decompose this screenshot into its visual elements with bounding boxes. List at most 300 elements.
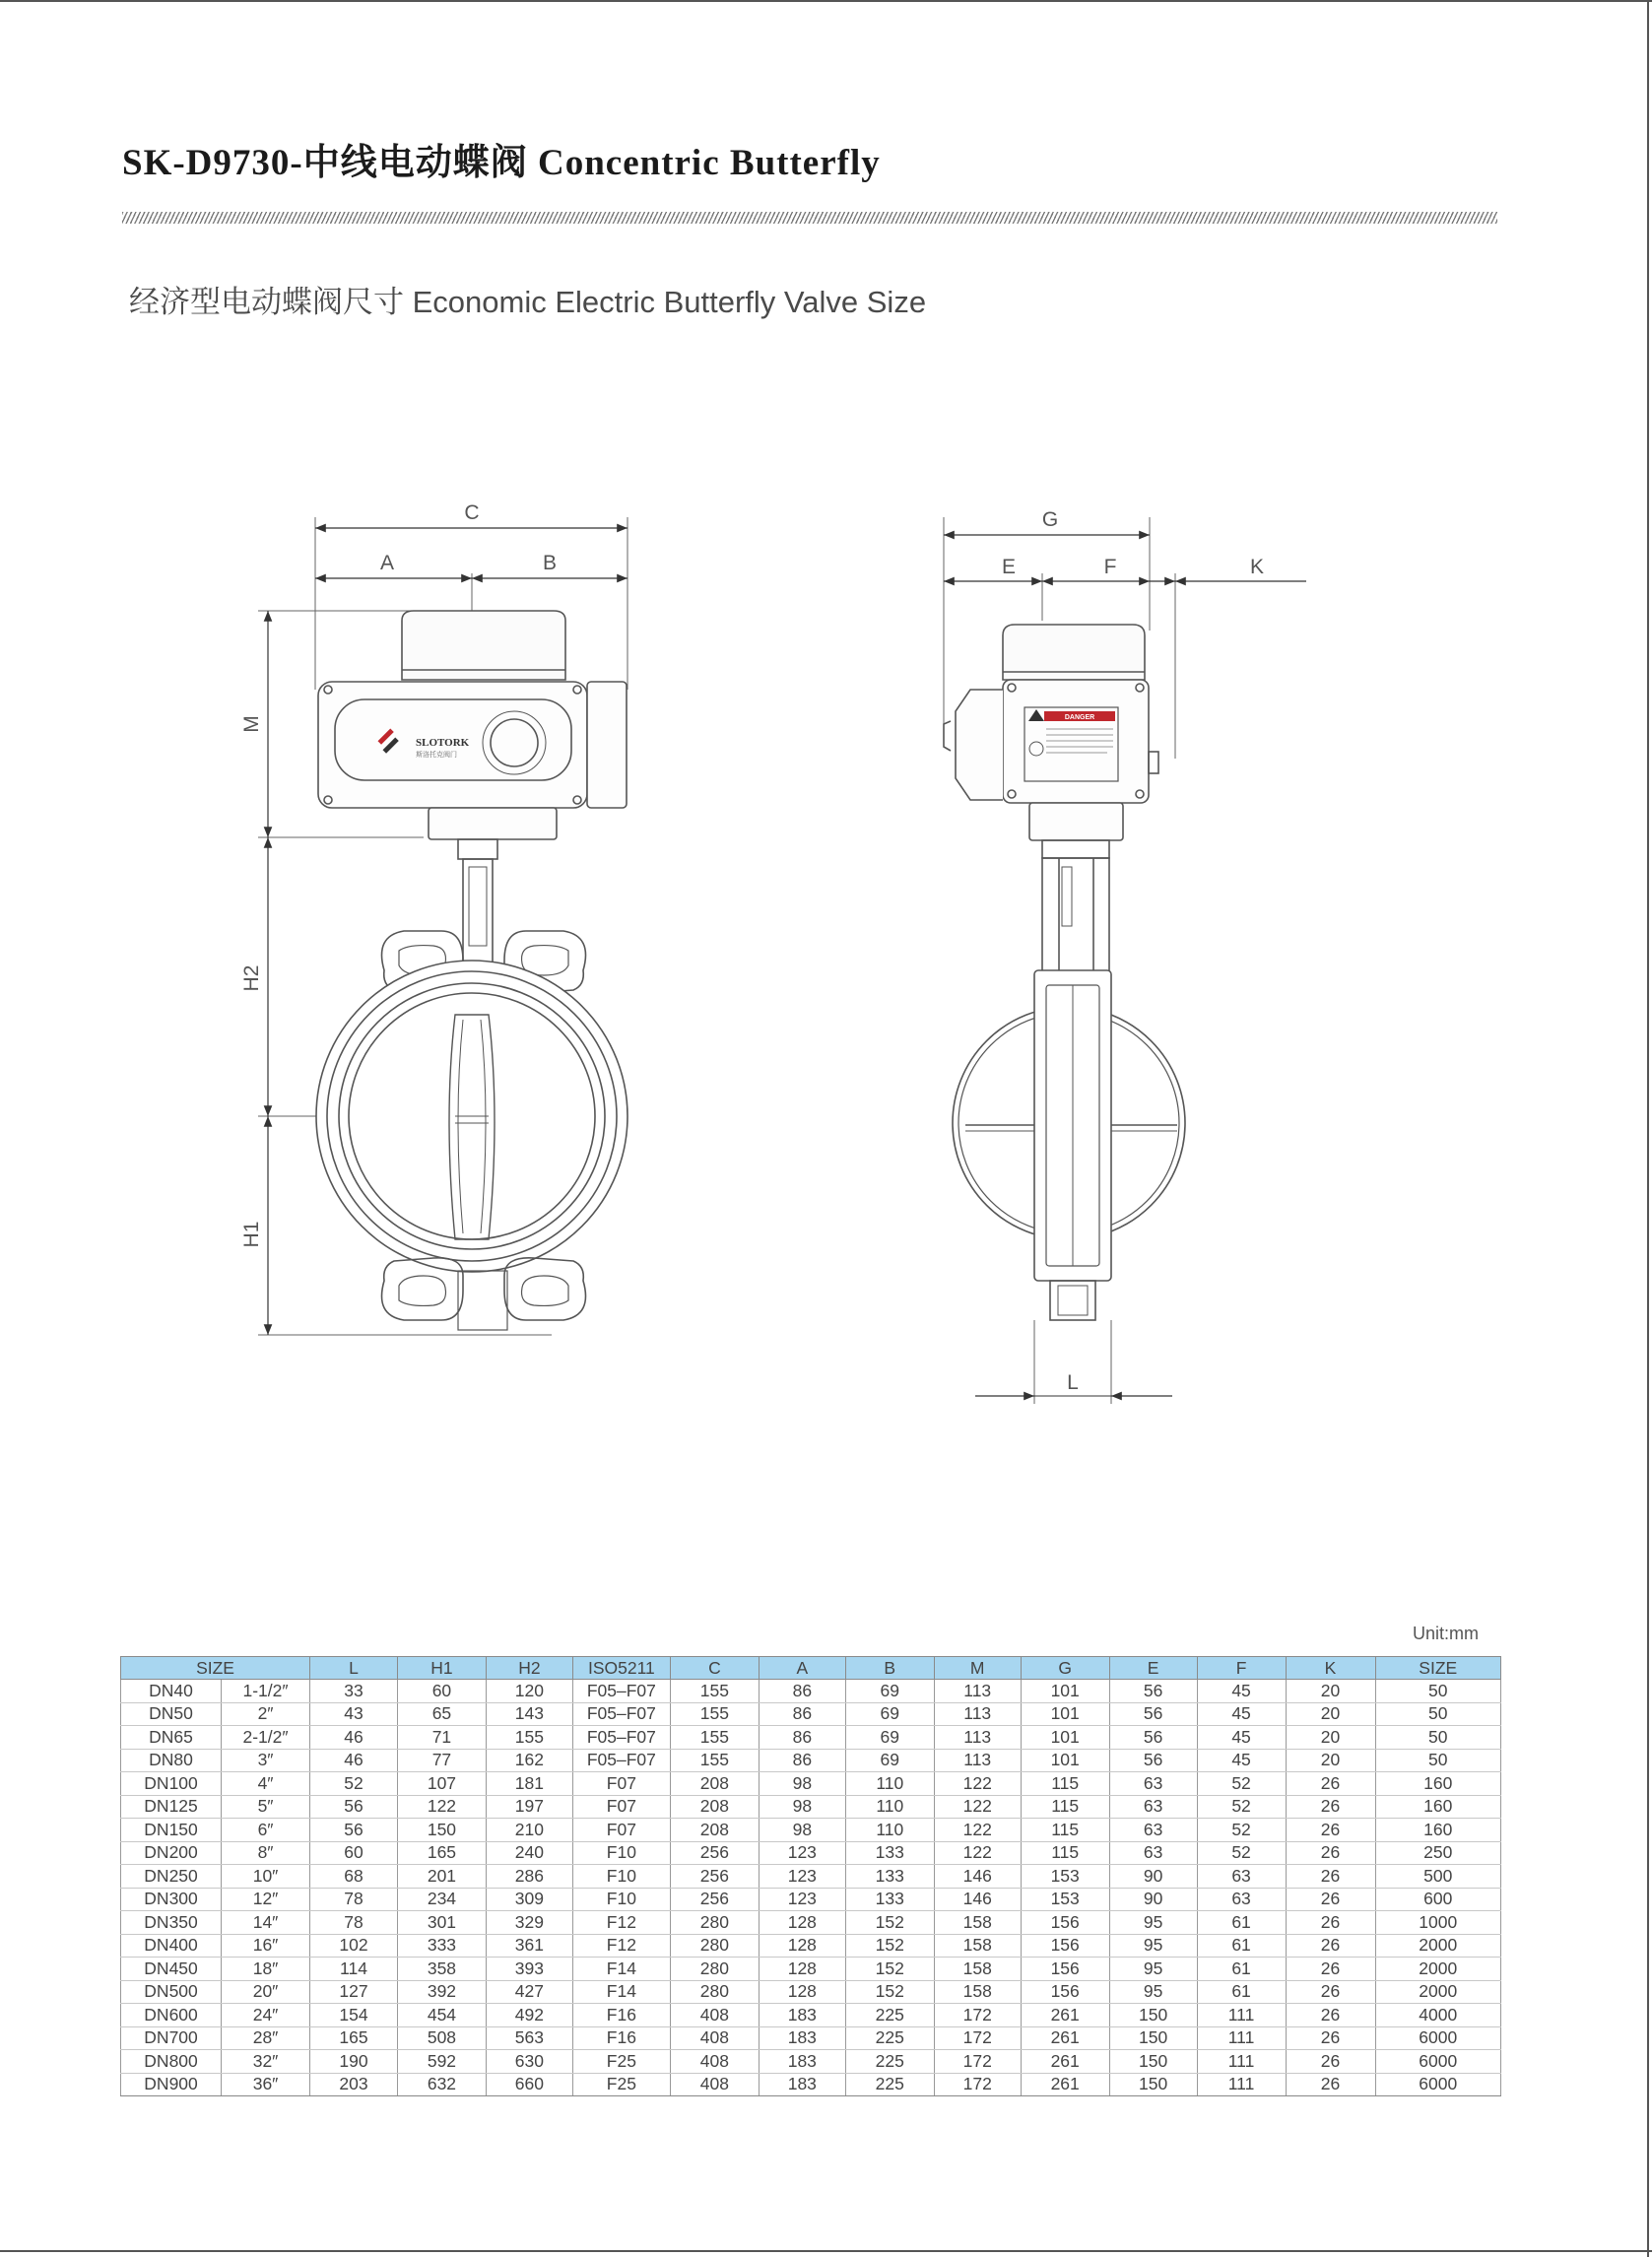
table-body <box>121 1680 1501 2096</box>
table-cell: 592 <box>397 2050 486 2074</box>
table-cell: 32″ <box>222 2050 310 2074</box>
table-cell: 183 <box>759 2073 845 2096</box>
header-l: L <box>310 1657 398 1680</box>
table-cell: 26 <box>1286 1888 1375 1911</box>
table-cell: 111 <box>1197 2026 1286 2050</box>
table-cell: 86 <box>759 1680 845 1703</box>
table-cell: 115 <box>1021 1772 1109 1796</box>
table-cell: 50 <box>1375 1749 1501 1772</box>
table-cell: 153 <box>1021 1865 1109 1889</box>
table-cell: 225 <box>845 2073 934 2096</box>
table-cell: 101 <box>1021 1702 1109 1726</box>
table-cell: 90 <box>1109 1865 1197 1889</box>
table-cell: 150 <box>1109 2050 1197 2074</box>
table-cell: 20 <box>1286 1680 1375 1703</box>
table-cell: 115 <box>1021 1819 1109 1842</box>
table-cell: 26 <box>1286 1772 1375 1796</box>
table-cell: 261 <box>1021 2026 1109 2050</box>
table-cell: 14″ <box>222 1911 310 1935</box>
table-row <box>121 1888 1501 1911</box>
page-border-bottom <box>0 2250 1652 2252</box>
table-cell: 18″ <box>222 1958 310 1981</box>
table-cell: 155 <box>670 1680 759 1703</box>
header-h2: H2 <box>486 1657 572 1680</box>
table-cell: 208 <box>670 1795 759 1819</box>
table-cell: 95 <box>1109 1911 1197 1935</box>
table-cell: 197 <box>486 1795 572 1819</box>
table-cell: 95 <box>1109 1958 1197 1981</box>
unit-label: Unit:mm <box>1413 1624 1479 1643</box>
table-row <box>121 1772 1501 1796</box>
table-cell: 26 <box>1286 1911 1375 1935</box>
table-cell: 500 <box>1375 1865 1501 1889</box>
table-cell: 133 <box>845 1888 934 1911</box>
table-cell: 208 <box>670 1772 759 1796</box>
table-cell: 56 <box>310 1819 398 1842</box>
section-subtitle: 经济型电动蝶阀尺寸 Economic Electric Butterfly Valve Size <box>129 285 927 319</box>
table-cell: 172 <box>934 2004 1021 2027</box>
table-cell: 16″ <box>222 1934 310 1958</box>
table-cell: DN150 <box>121 1819 222 1842</box>
table-cell: 256 <box>670 1888 759 1911</box>
table-cell: 261 <box>1021 2050 1109 2074</box>
table-cell: 45 <box>1197 1702 1286 1726</box>
table-cell: F12 <box>572 1911 670 1935</box>
table-cell: 150 <box>1109 2073 1197 2096</box>
header-f: F <box>1197 1657 1286 1680</box>
table-cell: 45 <box>1197 1726 1286 1750</box>
table-cell: 454 <box>397 2004 486 2027</box>
table-cell: 563 <box>486 2026 572 2050</box>
table-row <box>121 1702 1501 1726</box>
table-cell: F05–F07 <box>572 1680 670 1703</box>
table-cell: 123 <box>759 1865 845 1889</box>
table-cell: 155 <box>670 1749 759 1772</box>
table-cell: 111 <box>1197 2004 1286 2027</box>
table-row <box>121 1726 1501 1750</box>
table-cell: 52 <box>1197 1772 1286 1796</box>
table-cell: DN700 <box>121 2026 222 2050</box>
table-cell: 43 <box>310 1702 398 1726</box>
table-cell: 20″ <box>222 1980 310 2004</box>
table-cell: 408 <box>670 2050 759 2074</box>
dim-k-label: K <box>1249 556 1265 578</box>
table-cell: 78 <box>310 1888 398 1911</box>
table-row <box>121 2004 1501 2027</box>
table-cell: 86 <box>759 1702 845 1726</box>
table-cell: 122 <box>934 1841 1021 1865</box>
table-cell: 208 <box>670 1819 759 1842</box>
table-cell: F12 <box>572 1934 670 1958</box>
table-cell: 280 <box>670 1934 759 1958</box>
table-cell: 52 <box>310 1772 398 1796</box>
dim-f-label: F <box>1103 556 1117 578</box>
table-cell: 6000 <box>1375 2073 1501 2096</box>
table-cell: 95 <box>1109 1934 1197 1958</box>
table-cell: 152 <box>845 1958 934 1981</box>
table-cell: 210 <box>486 1819 572 1842</box>
table-cell: 2000 <box>1375 1934 1501 1958</box>
brand-logo: SLOTORK <box>416 737 470 749</box>
table-cell: 6″ <box>222 1819 310 1842</box>
table-cell: 63 <box>1197 1888 1286 1911</box>
table-row <box>121 1795 1501 1819</box>
table-cell: 60 <box>397 1680 486 1703</box>
table-cell: 150 <box>1109 2026 1197 2050</box>
table-cell: 150 <box>397 1819 486 1842</box>
table-cell: 225 <box>845 2026 934 2050</box>
table-cell: 63 <box>1109 1795 1197 1819</box>
table-row <box>121 1980 1501 2004</box>
table-cell: 63 <box>1109 1819 1197 1842</box>
table-cell: 63 <box>1197 1865 1286 1889</box>
table-cell: 111 <box>1197 2073 1286 2096</box>
table-cell: DN80 <box>121 1749 222 1772</box>
table-cell: 201 <box>397 1865 486 1889</box>
table-cell: 280 <box>670 1911 759 1935</box>
table-cell: 150 <box>1109 2004 1197 2027</box>
table-cell: 113 <box>934 1702 1021 1726</box>
table-cell: 128 <box>759 1934 845 1958</box>
table-cell: 86 <box>759 1726 845 1750</box>
table-cell: 152 <box>845 1911 934 1935</box>
table-cell: 329 <box>486 1911 572 1935</box>
table-cell: 46 <box>310 1749 398 1772</box>
header-c: C <box>670 1657 759 1680</box>
table-cell: DN50 <box>121 1702 222 1726</box>
table-cell: 20 <box>1286 1702 1375 1726</box>
table-cell: 71 <box>397 1726 486 1750</box>
table-cell: 36″ <box>222 2073 310 2096</box>
table-cell: 101 <box>1021 1749 1109 1772</box>
table-cell: 128 <box>759 1980 845 2004</box>
table-cell: 52 <box>1197 1819 1286 1842</box>
dim-h1-label: H1 <box>240 1221 263 1248</box>
table-cell: 52 <box>1197 1841 1286 1865</box>
table-cell: DN450 <box>121 1958 222 1981</box>
table-cell: 508 <box>397 2026 486 2050</box>
table-cell: 4″ <box>222 1772 310 1796</box>
table-cell: 156 <box>1021 1958 1109 1981</box>
table-cell: 101 <box>1021 1726 1109 1750</box>
table-cell: 158 <box>934 1958 1021 1981</box>
table-cell: 408 <box>670 2026 759 2050</box>
table-cell: 69 <box>845 1680 934 1703</box>
table-cell: 26 <box>1286 1980 1375 2004</box>
table-cell: 240 <box>486 1841 572 1865</box>
table-cell: 183 <box>759 2004 845 2027</box>
table-cell: 8″ <box>222 1841 310 1865</box>
table-cell: 3″ <box>222 1749 310 1772</box>
table-cell: 110 <box>845 1819 934 1842</box>
table-cell: 5″ <box>222 1795 310 1819</box>
table-cell: F07 <box>572 1795 670 1819</box>
table-cell: 33 <box>310 1680 398 1703</box>
table-row <box>121 2050 1501 2074</box>
table-cell: 333 <box>397 1934 486 1958</box>
table-cell: 60 <box>310 1841 398 1865</box>
table-cell: 1-1/2″ <box>222 1680 310 1703</box>
table-cell: 122 <box>934 1819 1021 1842</box>
dim-e-label: E <box>1001 556 1017 578</box>
table-cell: 52 <box>1197 1795 1286 1819</box>
table-cell: 158 <box>934 1911 1021 1935</box>
table-row <box>121 1819 1501 1842</box>
table-cell: 26 <box>1286 1819 1375 1842</box>
table-cell: 361 <box>486 1934 572 1958</box>
page-title: SK-D9730-中线电动蝶阀 Concentric Butterfly <box>122 143 881 183</box>
table-row <box>121 2026 1501 2050</box>
table-cell: 183 <box>759 2050 845 2074</box>
table-cell: 45 <box>1197 1680 1286 1703</box>
table-cell: 162 <box>486 1749 572 1772</box>
table-cell: F25 <box>572 2073 670 2096</box>
table-cell: 98 <box>759 1795 845 1819</box>
table-cell: 86 <box>759 1749 845 1772</box>
dim-g-label: G <box>1041 508 1059 531</box>
table-cell: 172 <box>934 2026 1021 2050</box>
table-header-row <box>121 1657 1501 1680</box>
table-cell: 114 <box>310 1958 398 1981</box>
table-cell: 146 <box>934 1888 1021 1911</box>
table-row <box>121 1958 1501 1981</box>
table-cell: 156 <box>1021 1980 1109 2004</box>
table-cell: F10 <box>572 1865 670 1889</box>
table-cell: DN250 <box>121 1865 222 1889</box>
table-cell: 165 <box>397 1841 486 1865</box>
table-cell: 77 <box>397 1749 486 1772</box>
table-cell: 101 <box>1021 1680 1109 1703</box>
table-cell: 183 <box>759 2026 845 2050</box>
table-cell: 133 <box>845 1865 934 1889</box>
warning-label-text: DANGER <box>1064 714 1095 721</box>
side-view <box>944 517 1306 1404</box>
table-cell: 78 <box>310 1911 398 1935</box>
table-cell: 98 <box>759 1819 845 1842</box>
table-cell: 68 <box>310 1865 398 1889</box>
table-row <box>121 2073 1501 2096</box>
table-cell: DN200 <box>121 1841 222 1865</box>
table-cell: 4000 <box>1375 2004 1501 2027</box>
table-cell: 256 <box>670 1841 759 1865</box>
header-m: M <box>934 1657 1021 1680</box>
table-cell: 600 <box>1375 1888 1501 1911</box>
header-k: K <box>1286 1657 1375 1680</box>
table-cell: DN40 <box>121 1680 222 1703</box>
front-view <box>258 517 628 1335</box>
table-cell: 28″ <box>222 2026 310 2050</box>
table-cell: DN400 <box>121 1934 222 1958</box>
table-cell: 172 <box>934 2050 1021 2074</box>
table-cell: 65 <box>397 1702 486 1726</box>
table-cell: 280 <box>670 1980 759 2004</box>
table-cell: 2000 <box>1375 1980 1501 2004</box>
table-cell: 128 <box>759 1958 845 1981</box>
table-cell: 12″ <box>222 1888 310 1911</box>
table-cell: 153 <box>1021 1888 1109 1911</box>
table-cell: 225 <box>845 2004 934 2027</box>
table-cell: 26 <box>1286 1934 1375 1958</box>
table-cell: F05–F07 <box>572 1702 670 1726</box>
table-row <box>121 1749 1501 1772</box>
table-cell: 26 <box>1286 2050 1375 2074</box>
table-cell: 154 <box>310 2004 398 2027</box>
table-cell: DN100 <box>121 1772 222 1796</box>
table-cell: 155 <box>670 1726 759 1750</box>
table-cell: 69 <box>845 1702 934 1726</box>
table-cell: DN800 <box>121 2050 222 2074</box>
table-row <box>121 1841 1501 1865</box>
table-cell: 181 <box>486 1772 572 1796</box>
table-cell: 46 <box>310 1726 398 1750</box>
table-cell: F07 <box>572 1819 670 1842</box>
header-e: E <box>1109 1657 1197 1680</box>
table-row <box>121 1934 1501 1958</box>
table-cell: 113 <box>934 1749 1021 1772</box>
table-cell: 632 <box>397 2073 486 2096</box>
table-cell: DN500 <box>121 1980 222 2004</box>
table-cell: 61 <box>1197 1934 1286 1958</box>
table-cell: 123 <box>759 1841 845 1865</box>
table-cell: 160 <box>1375 1795 1501 1819</box>
table-cell: 261 <box>1021 2004 1109 2027</box>
table-cell: 69 <box>845 1726 934 1750</box>
table-cell: 143 <box>486 1702 572 1726</box>
table-cell: 408 <box>670 2004 759 2027</box>
header-b: B <box>845 1657 934 1680</box>
table-cell: 56 <box>1109 1680 1197 1703</box>
table-cell: DN600 <box>121 2004 222 2027</box>
table-cell: 158 <box>934 1980 1021 2004</box>
table-cell: 152 <box>845 1980 934 2004</box>
table-cell: 113 <box>934 1726 1021 1750</box>
table-cell: 128 <box>759 1911 845 1935</box>
dim-l-label: L <box>1067 1371 1079 1394</box>
table-cell: DN65 <box>121 1726 222 1750</box>
table-cell: 56 <box>310 1795 398 1819</box>
table-cell: 110 <box>845 1772 934 1796</box>
table-cell: 102 <box>310 1934 398 1958</box>
table-cell: 155 <box>670 1702 759 1726</box>
table-cell: 20 <box>1286 1726 1375 1750</box>
table-cell: 61 <box>1197 1980 1286 2004</box>
table-cell: DN900 <box>121 2073 222 2096</box>
table-cell: F25 <box>572 2050 670 2074</box>
brand-subtext: 斯洛托克阀门 <box>416 751 457 759</box>
table-cell: 122 <box>934 1772 1021 1796</box>
header-iso5211: ISO5211 <box>572 1657 670 1680</box>
table-cell: 6000 <box>1375 2050 1501 2074</box>
table-cell: 90 <box>1109 1888 1197 1911</box>
table-cell: 127 <box>310 1980 398 2004</box>
table-cell: 69 <box>845 1749 934 1772</box>
table-row <box>121 1911 1501 1935</box>
table-cell: 160 <box>1375 1772 1501 1796</box>
table-cell: DN125 <box>121 1795 222 1819</box>
table-cell: 115 <box>1021 1795 1109 1819</box>
table-cell: 6000 <box>1375 2026 1501 2050</box>
table-cell: 56 <box>1109 1726 1197 1750</box>
table-cell: 156 <box>1021 1911 1109 1935</box>
table-cell: 261 <box>1021 2073 1109 2096</box>
table-cell: 120 <box>486 1680 572 1703</box>
table-cell: 123 <box>759 1888 845 1911</box>
table-cell: F07 <box>572 1772 670 1796</box>
table-cell: 107 <box>397 1772 486 1796</box>
table-cell: 95 <box>1109 1980 1197 2004</box>
table-cell: 225 <box>845 2050 934 2074</box>
dim-m-label: M <box>240 715 263 733</box>
dim-h2-label: H2 <box>240 964 263 992</box>
table-cell: 309 <box>486 1888 572 1911</box>
table-cell: F16 <box>572 2004 670 2027</box>
dim-b-label: B <box>542 552 558 574</box>
table-cell: 45 <box>1197 1749 1286 1772</box>
table-cell: F05–F07 <box>572 1749 670 1772</box>
table-cell: 56 <box>1109 1702 1197 1726</box>
table-cell: 56 <box>1109 1749 1197 1772</box>
table-cell: 26 <box>1286 1795 1375 1819</box>
table-cell: 111 <box>1197 2050 1286 2074</box>
table-cell: 98 <box>759 1772 845 1796</box>
table-cell: 122 <box>397 1795 486 1819</box>
dim-c-label: C <box>464 501 480 524</box>
table-cell: 113 <box>934 1680 1021 1703</box>
table-cell: 26 <box>1286 1958 1375 1981</box>
table-cell: 152 <box>845 1934 934 1958</box>
table-cell: 286 <box>486 1865 572 1889</box>
table-cell: DN300 <box>121 1888 222 1911</box>
table-cell: 110 <box>845 1795 934 1819</box>
table-cell: 358 <box>397 1958 486 1981</box>
table-cell: DN350 <box>121 1911 222 1935</box>
table-cell: 392 <box>397 1980 486 2004</box>
table-cell: 158 <box>934 1934 1021 1958</box>
header-g: G <box>1021 1657 1109 1680</box>
table-cell: 10″ <box>222 1865 310 1889</box>
header-torque-size: SIZE <box>1375 1657 1501 1680</box>
table-cell: 156 <box>1021 1934 1109 1958</box>
table-row <box>121 1680 1501 1703</box>
table-cell: 146 <box>934 1865 1021 1889</box>
table-cell: 408 <box>670 2073 759 2096</box>
table-cell: 115 <box>1021 1841 1109 1865</box>
table-cell: 61 <box>1197 1911 1286 1935</box>
dimension-table <box>120 1656 1501 2096</box>
table-cell: F14 <box>572 1980 670 2004</box>
table-cell: 26 <box>1286 2004 1375 2027</box>
table-cell: 26 <box>1286 1841 1375 1865</box>
table-cell: 26 <box>1286 2073 1375 2096</box>
table-cell: 203 <box>310 2073 398 2096</box>
table-cell: 2000 <box>1375 1958 1501 1981</box>
table-cell: 427 <box>486 1980 572 2004</box>
table-cell: F16 <box>572 2026 670 2050</box>
table-cell: 165 <box>310 2026 398 2050</box>
table-cell: 63 <box>1109 1772 1197 1796</box>
table-cell: 250 <box>1375 1841 1501 1865</box>
table-cell: 61 <box>1197 1958 1286 1981</box>
table-cell: 160 <box>1375 1819 1501 1842</box>
table-cell: 50 <box>1375 1680 1501 1703</box>
header-size: SIZE <box>121 1657 310 1680</box>
table-cell: 20 <box>1286 1749 1375 1772</box>
table-cell: 301 <box>397 1911 486 1935</box>
table-cell: 122 <box>934 1795 1021 1819</box>
table-cell: 2″ <box>222 1702 310 1726</box>
table-cell: 2-1/2″ <box>222 1726 310 1750</box>
table-cell: 155 <box>486 1726 572 1750</box>
